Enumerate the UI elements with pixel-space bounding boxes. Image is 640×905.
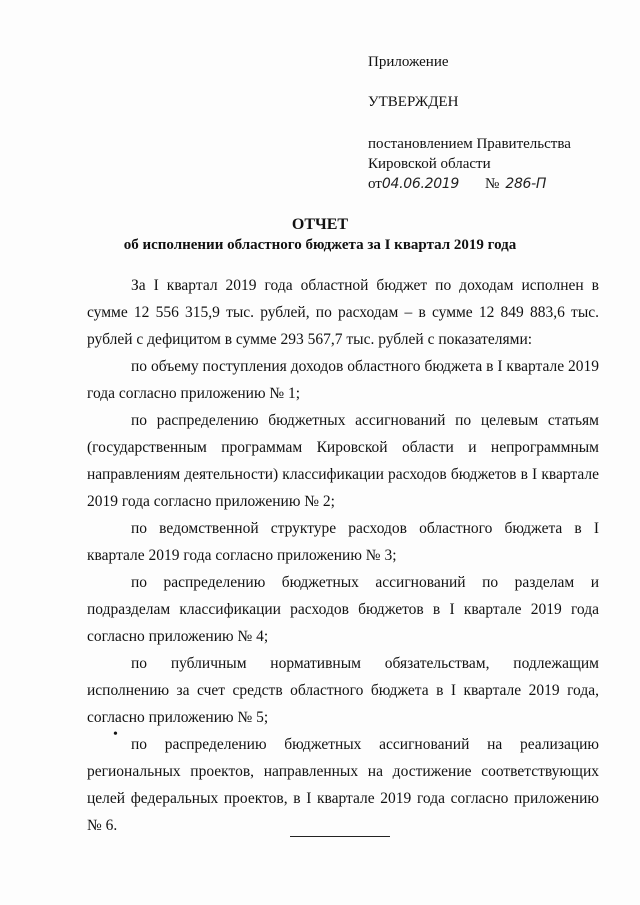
handwritten-number: 286-П: [505, 176, 547, 192]
paragraph-item-2: по распределению бюджетных ассигнований по целевым статьям (государственным программам Кировской области и непрограммным направлениям деятельности) классификации расходов бюджетов в I квартале 2019 года согласно приложению № 2;: [87, 412, 599, 510]
document-subtitle: об исполнении областного бюджета за I квартал 2019 года: [123, 237, 517, 253]
paragraph-intro: За I квартал 2019 года областной бюджет по доходам исполнен в сумме 12 556 315,9 тыс. рублей, по расходам – в сумме 12 849 883,6 тыс. рублей с дефицитом в сумме 293 567,7 тыс. рублей с показателями:: [87, 277, 599, 348]
appendix-label: Приложение: [368, 54, 449, 70]
resolution-line-2: Кировской области: [368, 156, 491, 172]
number-label: №: [485, 176, 500, 192]
report-body: [87, 272, 599, 839]
paragraph-item-3: по ведомственной структуре расходов областного бюджета в I квартале 2019 года согласно приложению № 3;: [87, 520, 599, 564]
end-rule-divider: [290, 836, 390, 837]
paragraph-item-6: по распределению бюджетных ассигнований на реализацию региональных проектов, направленных на достижение соответствующих целей федеральных проектов, в I квартале 2019 года согласно приложению № 6.: [87, 736, 599, 834]
resolution-line-1: постановлением Правительства: [368, 136, 571, 152]
handwritten-date: 04.06.2019: [381, 176, 460, 192]
approved-label: УТВЕРЖДЕН: [368, 94, 459, 110]
scan-dot-mark: •: [113, 727, 118, 742]
date-number-row: [368, 174, 618, 194]
paragraph-item-1: по объему поступления доходов областного бюджета в I квартале 2019 года согласно приложению № 1;: [87, 358, 599, 402]
approval-block: [368, 52, 618, 194]
date-prefix: от: [368, 176, 382, 192]
paragraph-item-5: по публичным нормативным обязательствам, подлежащим исполнению за счет средств областного бюджета в I квартале 2019 года, согласно приложению № 5;: [87, 655, 599, 726]
paragraph-item-4: по распределению бюджетных ассигнований по разделам и подразделам классификации расходов бюджетов в I квартале 2019 года согласно приложению № 4;: [87, 574, 599, 645]
document-title: ОТЧЕТ: [291, 216, 349, 233]
